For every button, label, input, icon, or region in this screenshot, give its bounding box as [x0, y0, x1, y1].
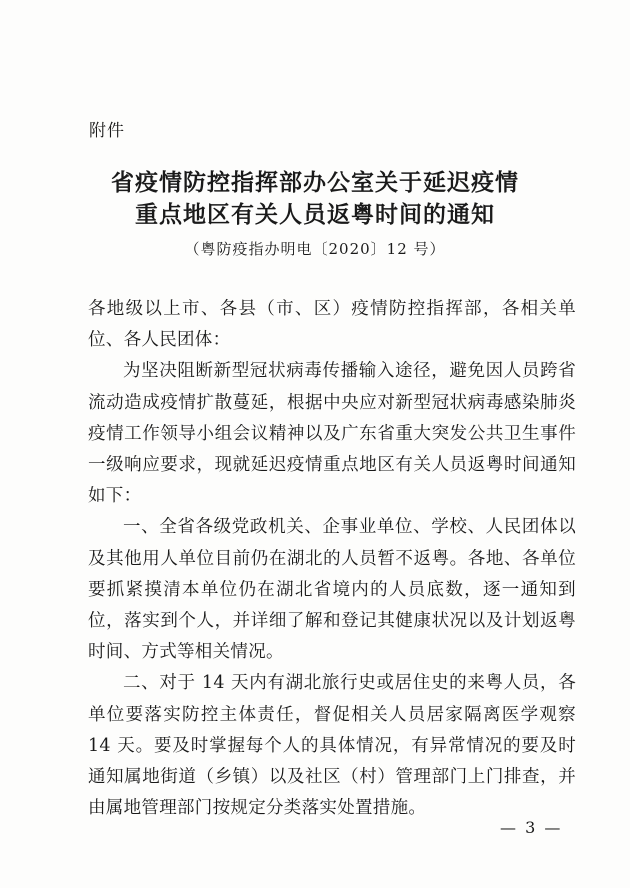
document-title-line-1: 省疫情防控指挥部办公室关于延迟疫情 — [111, 169, 519, 196]
document-body — [88, 294, 576, 824]
salutation: 各地级以上市、各县（市、区）疫情防控指挥部，各相关单位、各人民团体： — [88, 299, 576, 351]
document-title-line-2: 重点地区有关人员返粤时间的通知 — [135, 201, 495, 228]
page-number: — 3 — — [500, 818, 563, 837]
paragraph-item-1: 一、全省各级党政机关、企事业单位、学校、人民团体以及其他用人单位目前仍在湖北的人员暂不返粤。各地、各单位要抓紧摸清本单位仍在湖北省境内的人员底数，逐一通知到位，落实到个人，并详细了解和登记其健康状况以及计划返粤时间、方式等相关情况。 — [88, 517, 576, 663]
document-number: （粤防疫指办明电〔2020〕12 号） — [184, 240, 446, 258]
paragraph-intro: 为坚决阻断新型冠状病毒传播输入途径，避免因人员跨省流动造成疫情扩散蔓延，根据中央应对新型冠状病毒感染肺炎疫情工作领导小组会议精神以及广东省重大突发公共卫生事件一级响应要求，现就延迟疫情重点地区有关人员返粤时间通知如下： — [88, 361, 576, 507]
paragraph-item-2: 二、对于 14 天内有湖北旅行史或居住史的来粤人员，各单位要落实防控主体责任，督促相关人员居家隔离医学观察 14 天。要及时掌握每个人的具体情况，有异常情况的要及时通知属地街道（乡镇）以及社区（村）管理部门上门排查，并由属地管理部门按规定分类落实处置措施。 — [88, 673, 576, 819]
attachment-label: 附件 — [89, 121, 125, 141]
